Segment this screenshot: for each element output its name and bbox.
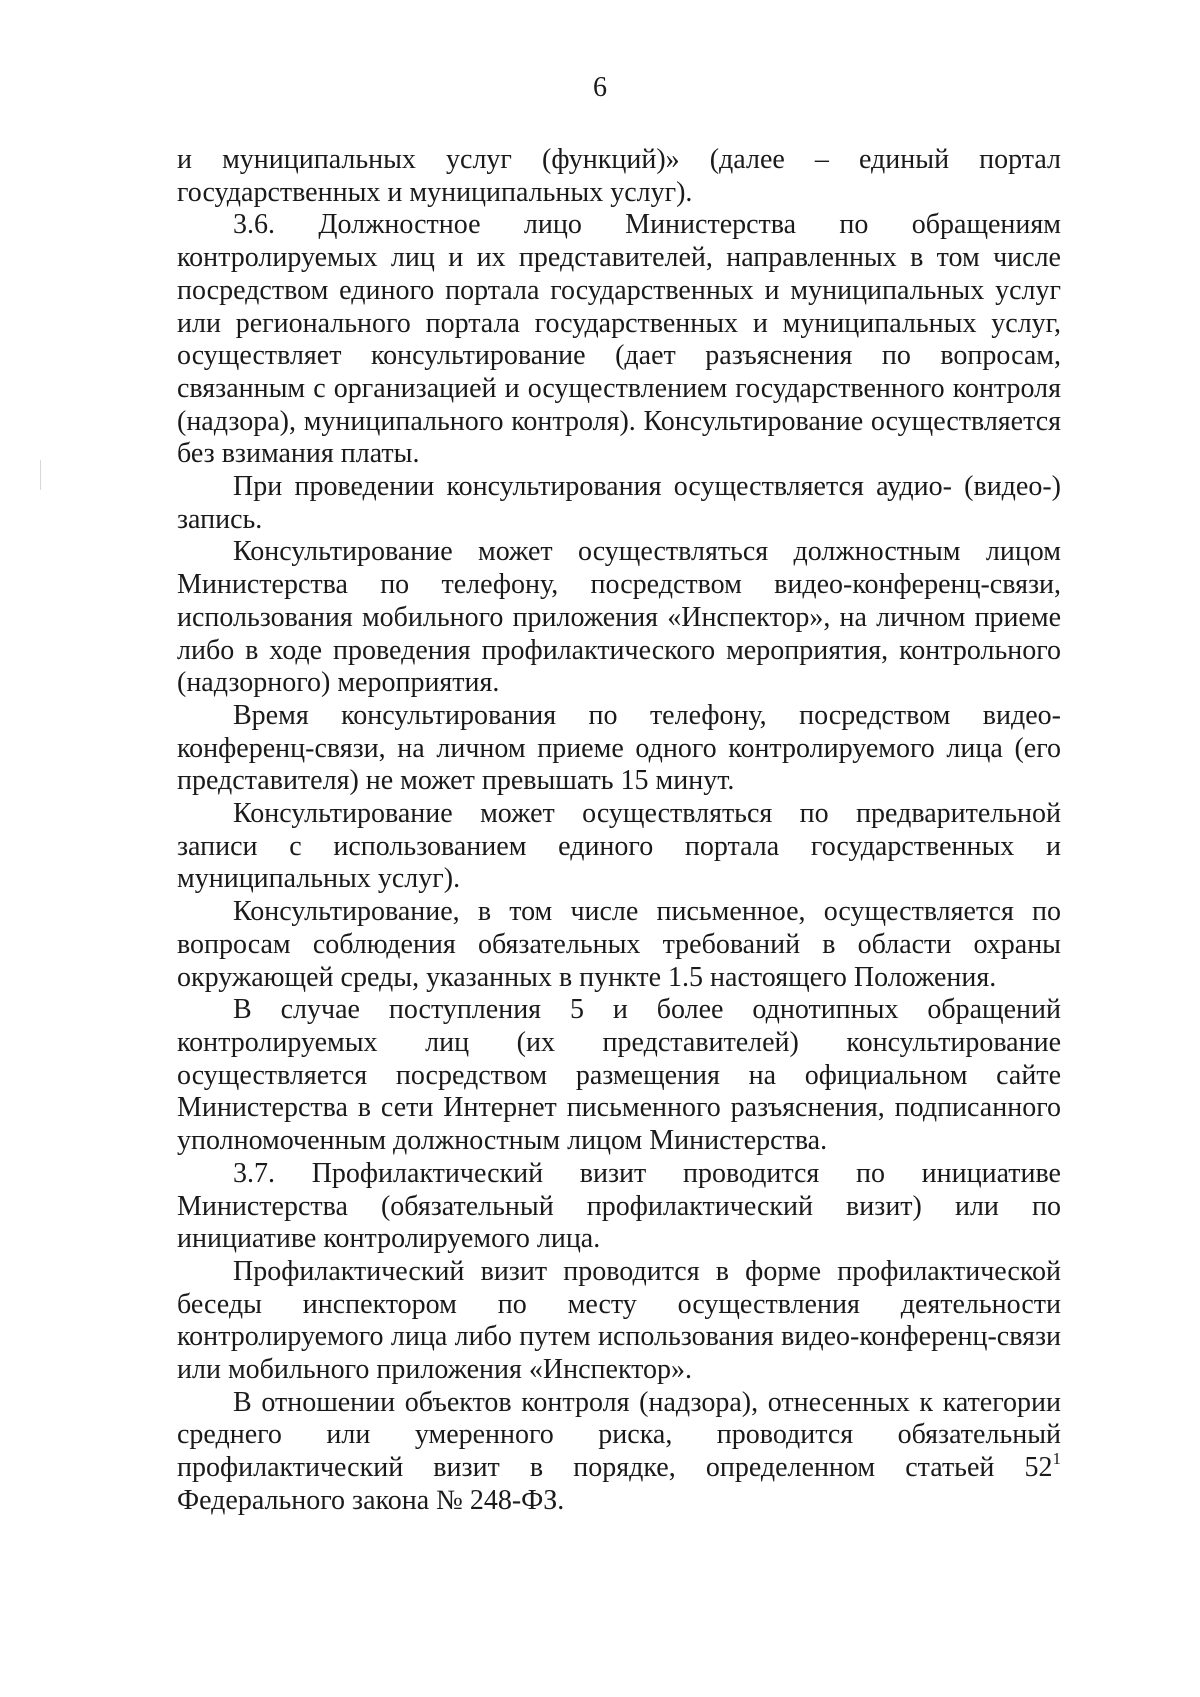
article-superscript: 1 [1052, 1448, 1061, 1468]
paragraph-similar-requests: В случае поступления 5 и более однотипных обращений контролируемых лиц (их представителей) консультирование осуществляется посредством размещения на официальном сайте Министерства в сети Интернет письменного разъяснения, подписанного уполномоченным должностным лицом Министерства. [177, 994, 1061, 1157]
document-body [177, 144, 1061, 1518]
paragraph-visit-form: Профилактический визит проводится в форме профилактической беседы инспектором по месту осуществления деятельности контролируемого лица либо путем использования видео-конференц-связи или мобильного приложения «Инспектор». [177, 1255, 1061, 1386]
paragraph-audio-recording: При проведении консультирования осуществляется аудио- (видео-) запись. [177, 471, 1061, 535]
scan-margin-mark [40, 460, 41, 490]
paragraph-3-6: 3.6. Должностное лицо Министерства по обращениям контролируемых лиц и их представителей, направленных в том числе посредством единого портала государственных и муниципальных услуг или регионального портала государственных и муниципальных услуг, осуществляет консультирование (дает разъяснения по вопросам, связанным с организацией и осуществлением государственного контроля (надзора), муниципального контроля). Консультирование осуществляется без взимания платы. [177, 209, 1061, 470]
paragraph-preliminary-registration: Консультирование может осуществляться по предварительной записи с использованием единого портала государственных и муниципальных услуг). [177, 798, 1061, 895]
paragraph-consultation-topics: Консультирование, в том числе письменное, осуществляется по вопросам соблюдения обязательных требований в области охраны окружающей среды, указанных в пункте 1.5 настоящего Положения. [177, 896, 1061, 993]
paragraph-consultation-time: Время консультирования по телефону, посредством видео-конференц-связи, на личном приеме одного контролируемого лица (его представителя) не может превышать 15 минут. [177, 699, 1061, 797]
paragraph-mandatory-visit [177, 1387, 1061, 1518]
page-number: 6 [593, 72, 607, 103]
paragraph-portal-definition: и муниципальных услуг (функций)» (далее – единый портал государственных и муниципальных услуг). [177, 144, 1061, 208]
mandatory-visit-text: В отношении объектов контроля (надзора), отнесенных к категории среднего или умеренного риска, проводится обязательный профилактический визит в порядке, определенном статьей 52 [177, 1386, 1061, 1484]
paragraph-consultation-channels: Консультирование может осуществляться должностным лицом Министерства по телефону, посредством видео-конференц-связи, использования мобильного приложения «Инспектор», на личном приеме либо в ходе проведения профилактического мероприятия, контрольного (надзорного) мероприятия. [177, 536, 1061, 699]
federal-law-reference: Федерального закона № 248-ФЗ. [177, 1484, 565, 1516]
paragraph-3-7: 3.7. Профилактический визит проводится по инициативе Министерства (обязательный профилактический визит) или по инициативе контролируемого лица. [177, 1157, 1061, 1255]
